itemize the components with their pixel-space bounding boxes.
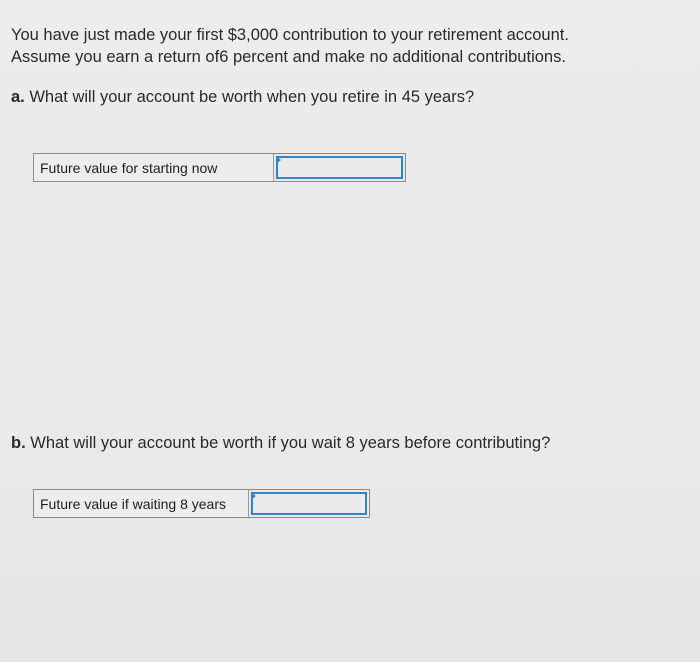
future-value-starting-now-cell[interactable] xyxy=(274,154,405,181)
future-value-starting-now-label: Future value for starting now xyxy=(34,154,274,181)
answer-row-a xyxy=(33,153,406,182)
problem-line-2: Assume you earn a return of6 percent and make no additional contributions. xyxy=(11,48,566,66)
question-b-text: What will your account be worth if you wait 8 years before contributing? xyxy=(30,434,551,452)
input-flag-icon xyxy=(276,156,281,164)
question-a xyxy=(11,86,474,108)
question-a-text: What will your account be worth when you retire in 45 years? xyxy=(29,88,475,106)
future-value-starting-now-input[interactable] xyxy=(276,156,403,179)
question-b xyxy=(11,432,550,454)
question-a-label: a. xyxy=(11,88,25,106)
future-value-waiting-label: Future value if waiting 8 years xyxy=(34,490,249,517)
future-value-waiting-cell[interactable] xyxy=(249,490,369,517)
answer-row-b xyxy=(33,489,370,518)
problem-line-1: You have just made your first $3,000 contribution to your retirement account. xyxy=(11,26,569,44)
question-b-label: b. xyxy=(11,434,26,452)
problem-statement xyxy=(11,24,669,68)
future-value-waiting-input[interactable] xyxy=(251,492,367,515)
input-flag-icon xyxy=(251,492,256,500)
